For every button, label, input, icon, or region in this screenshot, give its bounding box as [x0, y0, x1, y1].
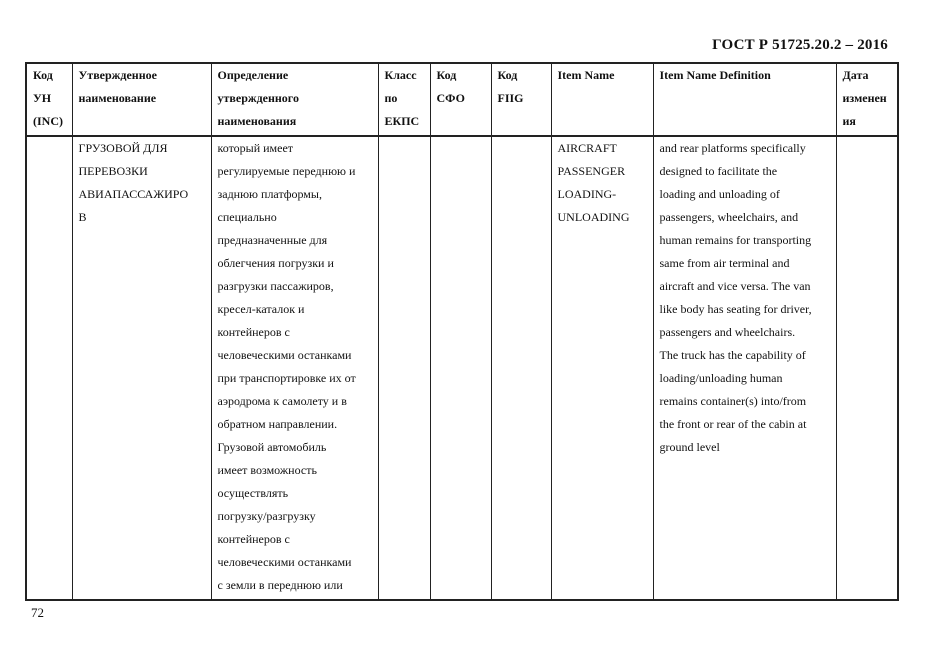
- header-cell-inc-code: [26, 63, 72, 136]
- header-text-line: утвержденного: [217, 91, 299, 105]
- cell-text-line: aircraft and vice versa. The van: [659, 279, 811, 293]
- cell-text-line: LOADING-: [557, 187, 617, 201]
- cell-text-line: The truck has the capability of: [659, 348, 806, 362]
- cell-text-line: same from air terminal and: [659, 256, 790, 270]
- header-cell-approved-name: [72, 63, 211, 136]
- cell-approved-name: [72, 136, 211, 600]
- header-cell-item-name: [551, 63, 653, 136]
- cell-text-line: осуществлять: [217, 486, 289, 500]
- header-text-line: наименования: [217, 114, 297, 128]
- header-text-line: Код: [33, 68, 53, 82]
- header-text-line: Класс: [384, 68, 417, 82]
- header-text-line: Определение: [217, 68, 289, 82]
- header-text-line: Item Name: [557, 68, 615, 82]
- header-text-line: изменен: [842, 91, 887, 105]
- cell-text-line: remains container(s) into/from: [659, 394, 807, 408]
- header-text-line: (INC): [33, 114, 63, 128]
- cell-item-name-definition: [653, 136, 836, 600]
- cell-text-line: loading and unloading of: [659, 187, 780, 201]
- cell-text-line: облегчения погрузки и: [217, 256, 334, 270]
- page-number: 72: [31, 605, 44, 620]
- cell-text-line: В: [78, 210, 87, 224]
- cell-text-line: PASSENGER: [557, 164, 626, 178]
- cell-text-line: человеческими останками: [217, 348, 352, 362]
- header-cell-item-name-definition: [653, 63, 836, 136]
- cell-text-line: like body has seating for driver,: [659, 302, 812, 316]
- header-text-line: Утвержденное: [78, 68, 157, 82]
- cell-text-line: обратном направлении.: [217, 417, 338, 431]
- cell-text-line: the front or rear of the cabin at: [659, 417, 807, 431]
- cell-text-line: АВИАПАССАЖИРО: [78, 187, 189, 201]
- cell-text-line: UNLOADING: [557, 210, 630, 224]
- cell-inc-code: [26, 136, 72, 600]
- cell-text-line: designed to facilitate the: [659, 164, 778, 178]
- header-text-line: Item Name Definition: [659, 68, 771, 82]
- cell-text-line: погрузку/разгрузку: [217, 509, 316, 523]
- cell-text-line: and rear platforms specifically: [659, 141, 806, 155]
- header-text-line: FIIG: [497, 91, 524, 105]
- cell-text-line: human remains for transporting: [659, 233, 812, 247]
- header-row: [26, 63, 898, 136]
- cell-text-line: специально: [217, 210, 277, 224]
- cell-fiig-code: [491, 136, 551, 600]
- header-text-line: по: [384, 91, 398, 105]
- cell-definition: [211, 136, 378, 600]
- document-code: ГОСТ Р 51725.20.2 – 2016: [712, 37, 888, 53]
- cell-text-line: заднюю платформы,: [217, 187, 322, 201]
- catalog-table: [25, 62, 899, 601]
- header-cell-change-date: [836, 63, 898, 136]
- header-text-line: Код: [436, 68, 457, 82]
- cell-text-line: AIRCRAFT: [557, 141, 617, 155]
- header-text-line: ЕКПС: [384, 114, 420, 128]
- header-text-line: Дата: [842, 68, 869, 82]
- cell-text-line: кресел-каталок и: [217, 302, 305, 316]
- cell-text-line: Грузовой автомобиль: [217, 440, 327, 454]
- cell-text-line: passengers, wheelchairs, and: [659, 210, 799, 224]
- cell-text-line: имеет возможность: [217, 463, 317, 477]
- header-text-line: Код: [497, 68, 518, 82]
- cell-item-name: [551, 136, 653, 600]
- cell-text-line: passengers and wheelchairs.: [659, 325, 796, 339]
- cell-text-line: разгрузки пассажиров,: [217, 279, 334, 293]
- header-text-line: СФО: [436, 91, 465, 105]
- cell-text-line: ГРУЗОВОЙ ДЛЯ: [78, 141, 168, 155]
- header-cell-definition: [211, 63, 378, 136]
- cell-text-line: при транспортировке их от: [217, 371, 356, 385]
- cell-text-line: который имеет: [217, 141, 294, 155]
- header-text-line: наименование: [78, 91, 157, 105]
- cell-text-line: ground level: [659, 440, 720, 454]
- cell-text-line: ПЕРЕВОЗКИ: [78, 164, 148, 178]
- cell-text-line: человеческими останками: [217, 555, 352, 569]
- cell-text-line: предназначенные для: [217, 233, 328, 247]
- cell-text-line: регулируемые переднюю и: [217, 164, 356, 178]
- cell-text-line: с земли в переднюю или: [217, 578, 343, 592]
- header-cell-sfo-code: [430, 63, 491, 136]
- cell-text-line: loading/unloading human: [659, 371, 783, 385]
- cell-text-line: контейнеров с: [217, 532, 290, 546]
- cell-ekps-class: [378, 136, 430, 600]
- header-text-line: УН: [33, 91, 52, 105]
- header-text-line: ия: [842, 114, 856, 128]
- header-cell-ekps-class: [378, 63, 430, 136]
- cell-text-line: аэродрома к самолету и в: [217, 394, 347, 408]
- cell-sfo-code: [430, 136, 491, 600]
- table-row: [26, 136, 898, 600]
- cell-change-date: [836, 136, 898, 600]
- header-cell-fiig-code: [491, 63, 551, 136]
- cell-text-line: контейнеров с: [217, 325, 290, 339]
